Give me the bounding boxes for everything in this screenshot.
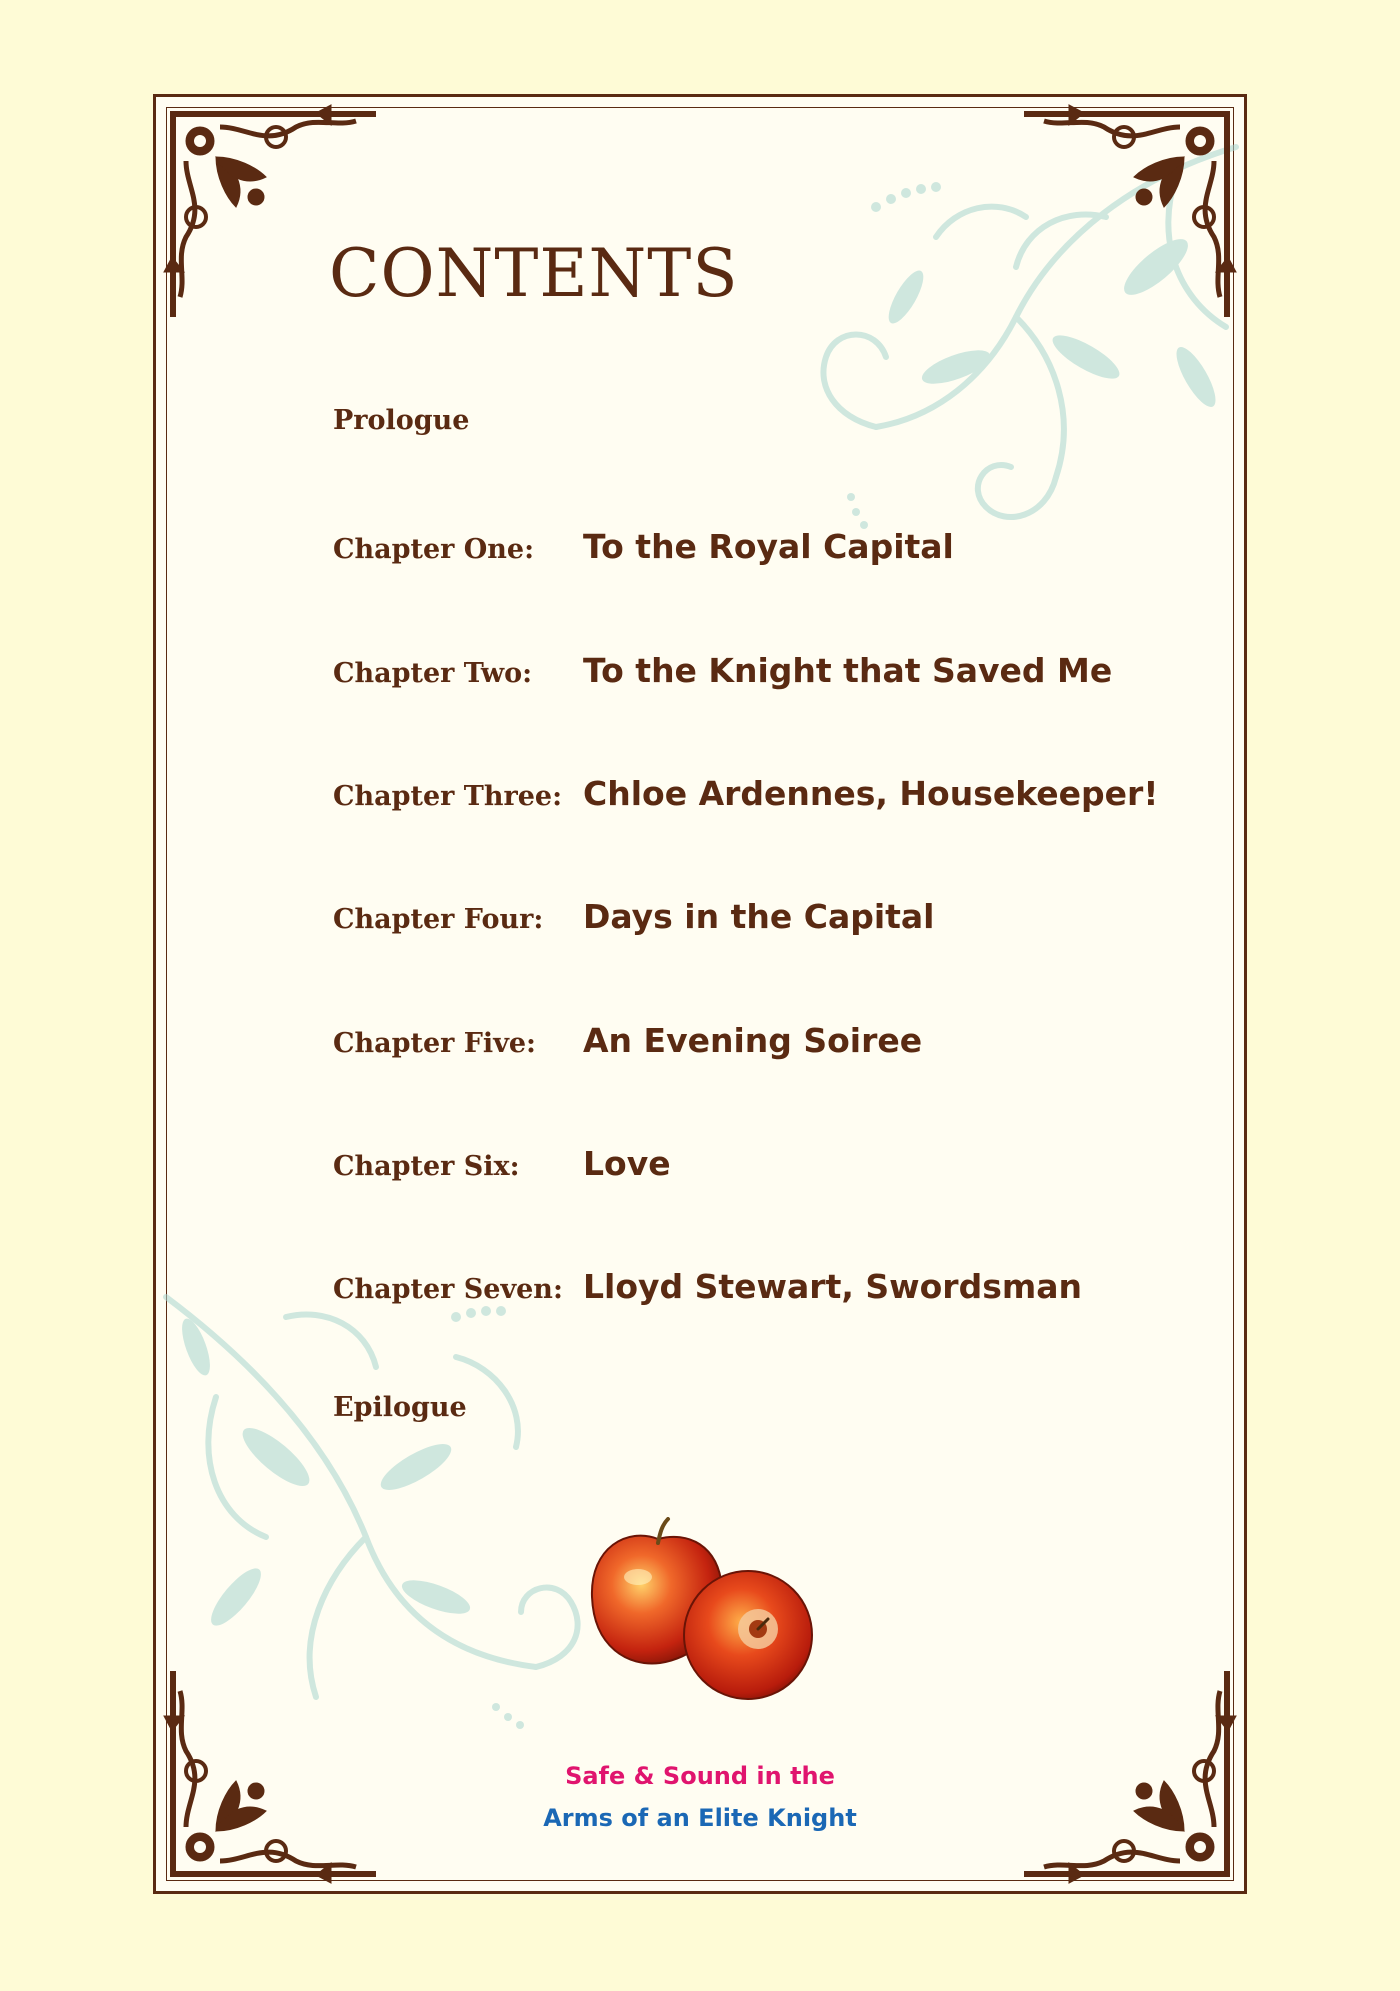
series-title-line-1: Safe & Sound in the [565, 1762, 835, 1790]
toc-label: Chapter Five: [333, 1028, 537, 1059]
toc-entry-epilogue[interactable] [333, 1392, 583, 1423]
toc-label: Chapter One: [333, 534, 535, 565]
apples-illustration [588, 1517, 828, 1717]
top-right-corner-ornament-icon [1004, 97, 1244, 337]
toc-label: Chapter Six: [333, 1151, 520, 1182]
toc-label: Chapter Two: [333, 658, 533, 689]
toc-title: To the Knight that Saved Me [583, 651, 1113, 690]
toc-title: An Evening Soiree [583, 1021, 923, 1060]
toc-entry-chapter-four[interactable] [333, 897, 935, 936]
toc-entry-chapter-three[interactable] [333, 774, 1158, 813]
toc-title: Chloe Ardennes, Housekeeper! [583, 774, 1159, 813]
toc-title: To the Royal Capital [583, 527, 954, 566]
toc-label: Chapter Four: [333, 904, 544, 935]
toc-label: Chapter Three: [333, 781, 563, 812]
series-title-line-2: Arms of an Elite Knight [543, 1804, 857, 1832]
toc-entry-prologue[interactable] [333, 405, 583, 436]
page-frame [153, 94, 1247, 1894]
toc-title: Love [583, 1144, 671, 1183]
toc-label: Prologue [333, 405, 470, 436]
toc-title: Days in the Capital [583, 897, 935, 936]
toc-entry-chapter-seven[interactable] [333, 1267, 1082, 1306]
contents-heading: CONTENTS [329, 235, 739, 312]
toc-entry-chapter-two[interactable] [333, 651, 1112, 690]
toc-entry-chapter-five[interactable] [333, 1021, 922, 1060]
toc-title: Lloyd Stewart, Swordsman [583, 1267, 1082, 1306]
toc-label: Chapter Seven: [333, 1274, 563, 1305]
toc-entry-chapter-six[interactable] [333, 1144, 671, 1183]
toc-label: Epilogue [333, 1392, 467, 1423]
toc-entry-chapter-one[interactable] [333, 527, 954, 566]
